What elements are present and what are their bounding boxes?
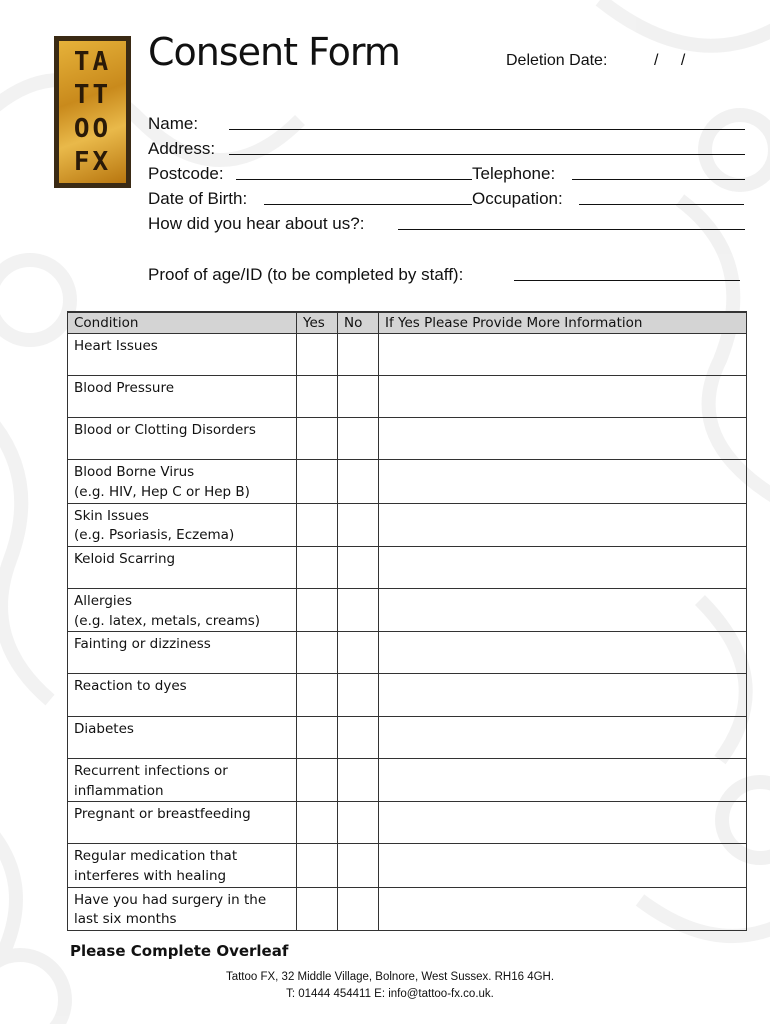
yes-checkbox-cell[interactable] bbox=[297, 844, 338, 887]
yes-checkbox-cell[interactable] bbox=[297, 546, 338, 588]
no-checkbox-cell[interactable] bbox=[338, 503, 379, 546]
yes-checkbox-cell[interactable] bbox=[297, 887, 338, 930]
no-checkbox-cell[interactable] bbox=[338, 460, 379, 503]
condition-text: interferes with healing bbox=[74, 867, 227, 884]
yes-checkbox-cell[interactable] bbox=[297, 588, 338, 631]
page-title: Consent Form bbox=[148, 30, 400, 74]
table-row bbox=[68, 418, 747, 460]
logo-row: TT bbox=[73, 80, 112, 111]
condition-cell bbox=[68, 802, 297, 844]
table-header-row bbox=[68, 312, 747, 333]
table-row bbox=[68, 716, 747, 758]
condition-text: Fainting or dizziness bbox=[74, 636, 211, 653]
logo-row: OO bbox=[73, 113, 112, 144]
condition-cell bbox=[68, 375, 297, 417]
no-checkbox-cell[interactable] bbox=[338, 632, 379, 674]
yes-checkbox-cell[interactable] bbox=[297, 375, 338, 417]
table-row bbox=[68, 802, 747, 844]
name-field[interactable] bbox=[229, 129, 745, 130]
no-checkbox-cell[interactable] bbox=[338, 674, 379, 716]
yes-checkbox-cell[interactable] bbox=[297, 674, 338, 716]
condition-text: (e.g. latex, metals, creams) bbox=[74, 612, 261, 629]
more-info-cell[interactable] bbox=[379, 674, 747, 716]
table-row bbox=[68, 460, 747, 503]
condition-text: Keloid Scarring bbox=[74, 550, 176, 567]
condition-cell bbox=[68, 333, 297, 375]
condition-cell bbox=[68, 418, 297, 460]
condition-cell bbox=[68, 632, 297, 674]
condition-text: Have you had surgery in the bbox=[74, 891, 267, 908]
condition-text: last six months bbox=[74, 911, 177, 928]
no-checkbox-cell[interactable] bbox=[338, 716, 379, 758]
postcode-label: Postcode: bbox=[148, 164, 224, 183]
condition-text: (e.g. Psoriasis, Eczema) bbox=[74, 527, 235, 544]
address-label: Address: bbox=[148, 139, 216, 158]
condition-text: Allergies bbox=[74, 592, 133, 609]
condition-cell bbox=[68, 503, 297, 546]
condition-cell bbox=[68, 460, 297, 503]
condition-cell bbox=[68, 716, 297, 758]
more-info-cell[interactable] bbox=[379, 844, 747, 887]
condition-text: Pregnant or breastfeeding bbox=[74, 806, 251, 823]
condition-text: Recurrent infections or bbox=[74, 762, 228, 779]
condition-text: (e.g. HIV, Hep C or Hep B) bbox=[74, 483, 250, 500]
proof-of-age-label: Proof of age/ID (to be completed by staff): bbox=[148, 265, 464, 284]
more-info-cell[interactable] bbox=[379, 418, 747, 460]
no-checkbox-cell[interactable] bbox=[338, 418, 379, 460]
condition-text: Blood or Clotting Disorders bbox=[74, 422, 256, 439]
no-checkbox-cell[interactable] bbox=[338, 844, 379, 887]
yes-checkbox-cell[interactable] bbox=[297, 802, 338, 844]
more-info-cell[interactable] bbox=[379, 503, 747, 546]
yes-checkbox-cell[interactable] bbox=[297, 460, 338, 503]
table-row bbox=[68, 674, 747, 716]
condition-text: Diabetes bbox=[74, 720, 134, 737]
condition-cell bbox=[68, 674, 297, 716]
table-row bbox=[68, 632, 747, 674]
hear-about-label: How did you hear about us?: bbox=[148, 214, 365, 233]
more-info-cell[interactable] bbox=[379, 632, 747, 674]
no-checkbox-cell[interactable] bbox=[338, 802, 379, 844]
logo-row: FX bbox=[73, 147, 112, 178]
more-info-cell[interactable] bbox=[379, 588, 747, 631]
yes-checkbox-cell[interactable] bbox=[297, 503, 338, 546]
dob-label: Date of Birth: bbox=[148, 189, 248, 208]
header-yes: Yes bbox=[297, 312, 338, 333]
condition-text: Blood Pressure bbox=[74, 379, 175, 396]
condition-text: Heart Issues bbox=[74, 337, 158, 354]
name-label: Name: bbox=[148, 114, 199, 133]
occupation-field[interactable] bbox=[579, 204, 744, 205]
more-info-cell[interactable] bbox=[379, 460, 747, 503]
telephone-field[interactable] bbox=[572, 179, 745, 180]
deletion-date-label: Deletion Date: bbox=[506, 52, 608, 69]
header-no: No bbox=[338, 312, 379, 333]
table-row bbox=[68, 333, 747, 375]
condition-text: Skin Issues bbox=[74, 507, 149, 524]
dob-field[interactable] bbox=[264, 204, 472, 205]
footer-address: Tattoo FX, 32 Middle Village, Bolnore, West Sussex. RH16 4GH. bbox=[225, 971, 555, 983]
tattoo-fx-logo bbox=[54, 36, 131, 188]
condition-cell bbox=[68, 588, 297, 631]
table-row bbox=[68, 844, 747, 887]
footer-contact: T: 01444 454411 E: info@tattoo-fx.co.uk. bbox=[286, 988, 494, 1000]
condition-text: Regular medication that bbox=[74, 848, 238, 865]
more-info-cell[interactable] bbox=[379, 716, 747, 758]
proof-of-age-field[interactable] bbox=[514, 280, 740, 281]
medical-conditions-table bbox=[67, 311, 747, 931]
postcode-field[interactable] bbox=[236, 179, 472, 180]
condition-text: inflammation bbox=[74, 782, 164, 799]
no-checkbox-cell[interactable] bbox=[338, 546, 379, 588]
table-row bbox=[68, 503, 747, 546]
no-checkbox-cell[interactable] bbox=[338, 375, 379, 417]
yes-checkbox-cell[interactable] bbox=[297, 418, 338, 460]
header-condition: Condition bbox=[68, 312, 297, 333]
table-row bbox=[68, 375, 747, 417]
condition-cell bbox=[68, 758, 297, 801]
more-info-cell[interactable] bbox=[379, 333, 747, 375]
header-more-info: If Yes Please Provide More Information bbox=[379, 312, 747, 333]
yes-checkbox-cell[interactable] bbox=[297, 333, 338, 375]
no-checkbox-cell[interactable] bbox=[338, 333, 379, 375]
logo-row: TA bbox=[73, 46, 112, 77]
more-info-cell[interactable] bbox=[379, 546, 747, 588]
please-complete-overleaf: Please Complete Overleaf bbox=[70, 942, 289, 960]
telephone-label: Telephone: bbox=[472, 164, 556, 183]
more-info-cell[interactable] bbox=[379, 375, 747, 417]
yes-checkbox-cell[interactable] bbox=[297, 632, 338, 674]
no-checkbox-cell[interactable] bbox=[338, 588, 379, 631]
hear-about-field[interactable] bbox=[398, 229, 745, 230]
more-info-cell[interactable] bbox=[379, 758, 747, 801]
condition-text: Blood Borne Virus bbox=[74, 464, 195, 481]
more-info-cell[interactable] bbox=[379, 887, 747, 930]
condition-cell bbox=[68, 546, 297, 588]
condition-text: Reaction to dyes bbox=[74, 678, 187, 695]
occupation-label: Occupation: bbox=[472, 189, 563, 208]
yes-checkbox-cell[interactable] bbox=[297, 716, 338, 758]
table-row bbox=[68, 588, 747, 631]
address-field[interactable] bbox=[229, 154, 745, 155]
table-row bbox=[68, 546, 747, 588]
condition-cell bbox=[68, 844, 297, 887]
more-info-cell[interactable] bbox=[379, 802, 747, 844]
yes-checkbox-cell[interactable] bbox=[297, 758, 338, 801]
no-checkbox-cell[interactable] bbox=[338, 887, 379, 930]
table-row bbox=[68, 887, 747, 930]
no-checkbox-cell[interactable] bbox=[338, 758, 379, 801]
deletion-date-field[interactable]: / / bbox=[654, 52, 686, 69]
condition-cell bbox=[68, 887, 297, 930]
table-row bbox=[68, 758, 747, 801]
